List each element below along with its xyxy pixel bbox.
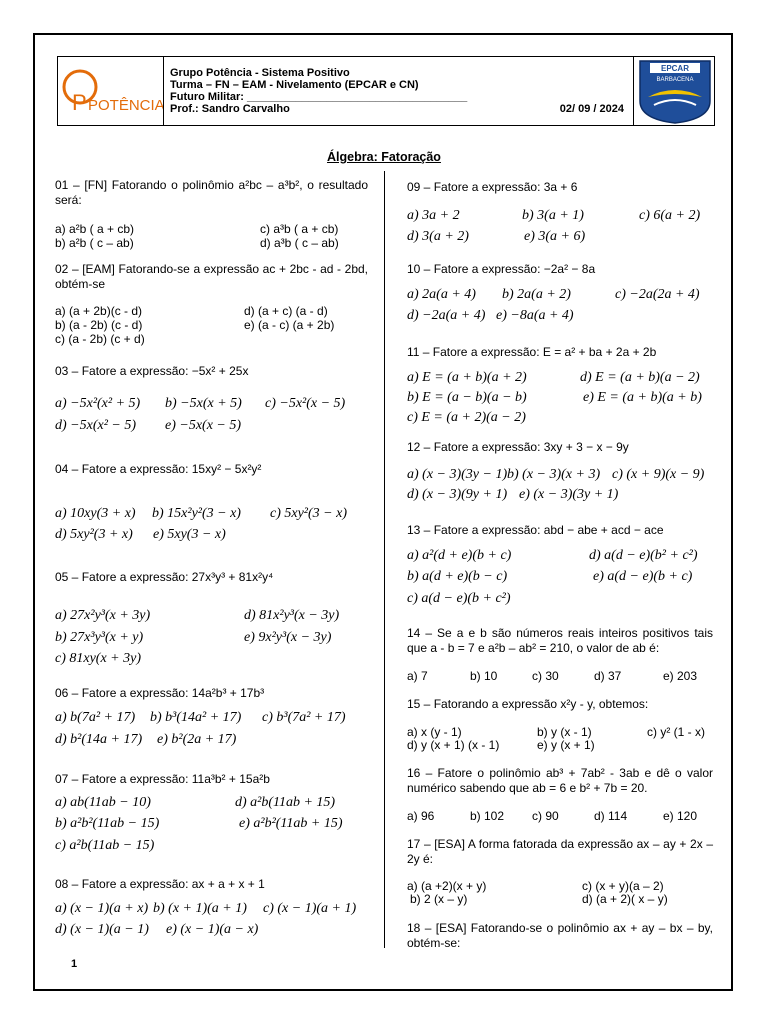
option-b: b) 2a(a + 2) <box>502 287 571 302</box>
question-18 <box>407 921 713 950</box>
option-b: b) E = (a − b)(a − b) <box>407 390 527 405</box>
header-box <box>57 56 715 126</box>
question-text: 16 – Fatore o polinômio ab³ + 7ab² - 3ab e dê o valor numérico sabendo que ab = 6 e b² + 7b = 20. <box>407 766 713 795</box>
option-c: c) (x − 1)(a + 1) <box>263 901 357 916</box>
option-c: c) a(d − e)(b + c²) <box>407 591 511 606</box>
option-c: c) (a - 2b) (c + d) <box>55 332 145 346</box>
option-d: d) 3(a + 2) <box>407 229 469 244</box>
option-b: b) 10 <box>470 669 498 683</box>
header-line3: Futuro Militar: ____________________________________ <box>170 91 468 103</box>
question-10 <box>407 262 713 323</box>
question-text: 01 – [FN] Fatorando o polinômio a²bc – a³b², o resultado será: <box>55 178 368 207</box>
option-e: e) (x − 1)(a − x) <box>166 922 259 937</box>
option-d: d) (x − 1)(a − 1) <box>55 922 149 937</box>
option-e: e) −8a(a + 4) <box>496 308 574 323</box>
page-title: Álgebra: Fatoração <box>327 150 441 164</box>
question-16 <box>407 766 713 823</box>
option-a: a) ab(11ab − 10) <box>55 795 151 810</box>
question-13 <box>407 523 713 606</box>
option-e: e) 203 <box>663 669 698 683</box>
option-a: a) a²(d + e)(b + c) <box>407 548 512 563</box>
option-c: c) 5xy²(3 − x) <box>270 506 347 521</box>
question-06 <box>55 686 368 747</box>
question-14 <box>407 626 713 683</box>
question-text: 11 – Fatore a expressão: E = a² + ba + 2a + 2b <box>407 345 657 359</box>
option-c: c) 90 <box>532 809 559 823</box>
question-text: 05 – Fatore a expressão: 27x³y³ + 81x²y⁴ <box>55 570 274 584</box>
header-info <box>164 57 632 125</box>
option-b: b) y (x - 1) <box>537 725 592 739</box>
option-a: a) −5x²(x² + 5) <box>55 396 141 411</box>
option-a: a) 96 <box>407 809 435 823</box>
header-date: 02/ 09 / 2024 <box>559 103 624 115</box>
option-a: a) (a + 2b)(c - d) <box>55 304 143 318</box>
option-e: e) 3(a + 6) <box>524 229 586 244</box>
option-b: b) −5x(x + 5) <box>165 396 242 411</box>
badge-top-text: EPCAR <box>660 64 690 73</box>
option-c: c) b³(7a² + 17) <box>262 710 346 725</box>
option-d: d) −2a(a + 4) <box>407 308 486 323</box>
question-text: 18 – [ESA] Fatorando-se o polinômio ax + ay – bx – by, obtém-se: <box>407 921 713 950</box>
option-e: e) 120 <box>663 809 698 823</box>
question-05 <box>55 570 368 666</box>
question-02 <box>55 262 368 346</box>
question-11 <box>407 345 713 425</box>
option-d: d) a³b ( c – ab) <box>260 236 339 250</box>
option-e: e) a(d − e)(b + c) <box>593 569 693 584</box>
option-a: a) a²b ( a + cb) <box>55 222 135 236</box>
option-e: e) y (x + 1) <box>537 738 595 752</box>
question-17 <box>407 837 713 906</box>
option-d: d) 81x²y³(x − 3y) <box>244 608 340 623</box>
option-c: c) a²b(11ab − 15) <box>55 838 155 853</box>
option-e: e) 9x²y³(x − 3y) <box>244 630 332 645</box>
question-text: 15 – Fatorando a expressão x²y - y, obtemos: <box>407 697 649 711</box>
option-e: e) E = (a + b)(a + b) <box>583 390 702 405</box>
option-d: d) (a + 2)( x – y) <box>582 892 668 906</box>
question-text: 02 – [EAM] Fatorando-se a expressão ac + 2bc - ad - 2bd, obtém-se <box>55 262 368 291</box>
header-line2: Turma – FN – EAM - Nivelamento (EPCAR e CN) <box>170 79 419 91</box>
question-15 <box>407 697 713 752</box>
question-07 <box>55 772 368 853</box>
column-divider <box>384 171 385 948</box>
option-e: e) b²(2a + 17) <box>157 732 237 747</box>
option-b: b) 102 <box>470 809 505 823</box>
option-b: b) a(d + e)(b − c) <box>407 569 508 584</box>
option-b: b) b³(14a² + 17) <box>150 710 242 725</box>
option-a: a) 27x²y³(x + 3y) <box>55 608 151 623</box>
question-text: 10 – Fatore a expressão: −2a² − 8a <box>407 262 596 276</box>
option-b: b) a²b ( c – ab) <box>55 236 134 250</box>
option-d: d) (a + c) (a - d) <box>244 304 328 318</box>
option-b: b) 15x²y²(3 − x) <box>152 506 241 521</box>
question-03 <box>55 364 368 433</box>
option-d: d) E = (a + b)(a − 2) <box>580 370 700 385</box>
option-d: d) 5xy²(3 + x) <box>55 527 133 542</box>
option-d: d) b²(14a + 17) <box>55 732 143 747</box>
option-c: c) 6(a + 2) <box>639 208 701 223</box>
option-c: c) (x + y)(a – 2) <box>582 879 664 893</box>
option-b: b) a²b²(11ab − 15) <box>55 816 160 831</box>
option-d: d) a(d − e)(b² + c²) <box>589 548 698 563</box>
option-c: c) (x + 9)(x − 9) <box>612 467 705 482</box>
option-c: c) −2a(2a + 4) <box>615 287 700 302</box>
option-c: c) −5x²(x − 5) <box>265 396 346 411</box>
question-text: 03 – Fatore a expressão: −5x² + 25x <box>55 364 249 378</box>
question-08 <box>55 877 368 937</box>
option-c: c) 81xy(x + 3y) <box>55 651 142 666</box>
question-text: 13 – Fatore a expressão: abd − abe + acd − ace <box>407 523 664 537</box>
option-d: d) (x − 3)(9y + 1) <box>407 487 508 502</box>
svg-text:P: P <box>72 90 87 115</box>
option-e: e) (x − 3)(3y + 1) <box>519 487 619 502</box>
option-e: e) (a - c) (a + 2b) <box>244 318 335 332</box>
question-text: 17 – [ESA] A forma fatorada da expressão ax – ay + 2x – 2y é: <box>407 837 713 866</box>
option-d: d) 114 <box>594 809 628 823</box>
option-a: a) b(7a² + 17) <box>55 710 136 725</box>
option-b: b) (x − 3)(x + 3) <box>507 467 601 482</box>
question-12 <box>407 440 713 502</box>
question-01 <box>55 178 368 250</box>
option-a: a) (a +2)(x + y) <box>407 879 487 893</box>
epcar-badge-icon <box>634 57 716 125</box>
option-b: b) (a - 2b) (c - d) <box>55 318 143 332</box>
option-c: c) y² (1 - x) <box>647 725 705 739</box>
option-a: a) 2a(a + 4) <box>407 287 476 302</box>
option-d: d) 37 <box>594 669 622 683</box>
question-text: 08 – Fatore a expressão: ax + a + x + 1 <box>55 877 265 891</box>
option-c: c) E = (a + 2)(a − 2) <box>407 410 526 425</box>
question-text: 04 – Fatore a expressão: 15xy² − 5x²y² <box>55 462 262 476</box>
option-b: b) 27x³y³(x + y) <box>55 630 144 645</box>
header-line1: Grupo Potência - Sistema Positivo <box>170 67 350 79</box>
header-prof: Prof.: Sandro Carvalho <box>170 103 290 115</box>
option-d: d) −5x(x² − 5) <box>55 418 137 433</box>
potencia-logo <box>58 57 163 125</box>
question-text: 09 – Fatore a expressão: 3a + 6 <box>407 180 578 194</box>
question-text: 07 – Fatore a expressão: 11a³b² + 15a²b <box>55 772 270 786</box>
option-b: b) 2 (x – y) <box>410 892 468 906</box>
logo-cell <box>58 57 164 125</box>
option-d: d) y (x + 1) (x - 1) <box>407 738 500 752</box>
option-c: c) 30 <box>532 669 559 683</box>
option-a: a) (x − 3)(3y − 1) <box>407 467 508 482</box>
option-c: c) a³b ( a + cb) <box>260 222 339 236</box>
option-b: b) 3(a + 1) <box>522 208 584 223</box>
question-text: 14 – Se a e b são números reais inteiros positivos tais que a - b = 7 e a²b – ab² = 210, o valor de ab é: <box>407 626 713 655</box>
option-d: d) a²b(11ab + 15) <box>235 795 336 810</box>
option-b: b) (x + 1)(a + 1) <box>153 901 247 916</box>
option-e: e) −5x(x − 5) <box>165 418 242 433</box>
question-09 <box>407 180 713 244</box>
question-text: 12 – Fatore a expressão: 3xy + 3 − x − 9y <box>407 440 629 454</box>
option-a: a) 3a + 2 <box>407 208 460 223</box>
question-text: 06 – Fatore a expressão: 14a²b³ + 17b³ <box>55 686 265 700</box>
badge-cell <box>633 57 716 125</box>
option-a: a) E = (a + b)(a + 2) <box>407 370 527 385</box>
logo-text: POTÊNCIA <box>88 97 163 114</box>
question-04 <box>55 462 368 542</box>
option-e: e) a²b²(11ab + 15) <box>239 816 343 831</box>
option-a: a) x (y - 1) <box>407 725 462 739</box>
option-e: e) 5xy(3 − x) <box>153 527 226 542</box>
option-a: a) (x − 1)(a + x) <box>55 901 149 916</box>
option-a: a) 7 <box>407 669 428 683</box>
badge-mid-text: BARBACENA <box>656 77 694 83</box>
page-number: 1 <box>71 958 78 970</box>
option-a: a) 10xy(3 + x) <box>55 506 136 521</box>
